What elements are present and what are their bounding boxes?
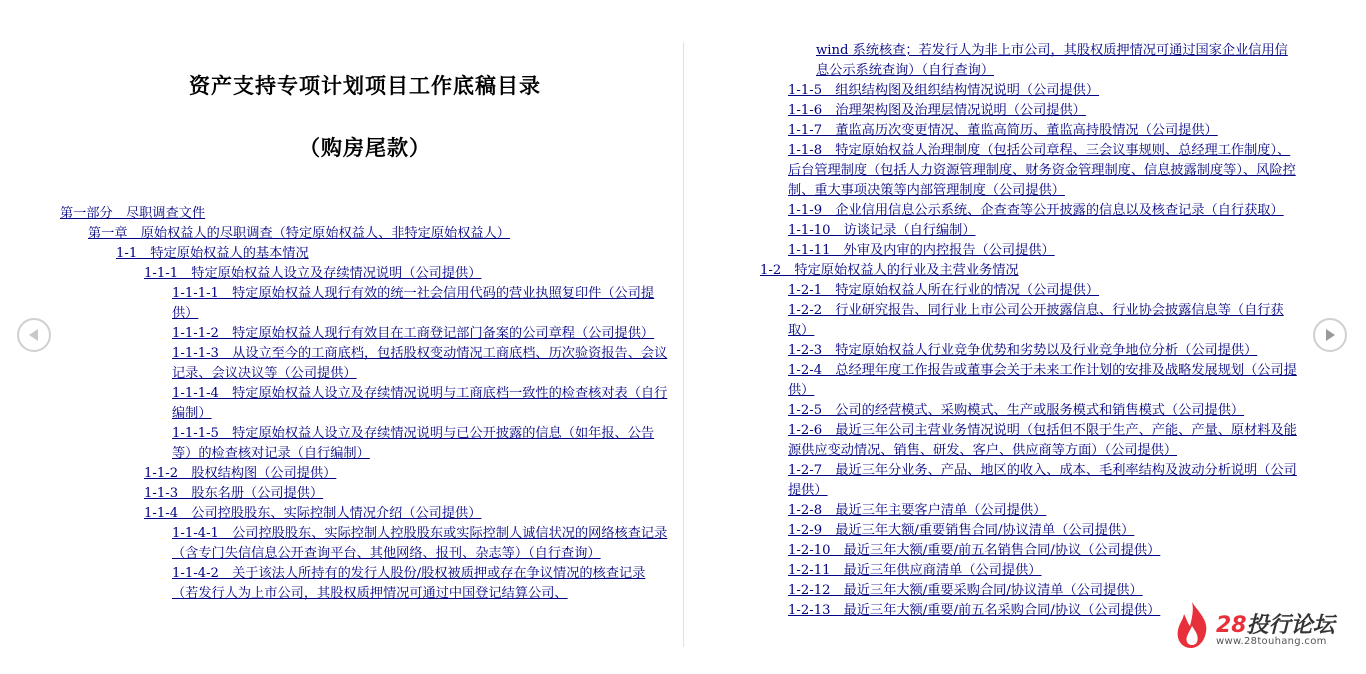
- toc-entry-link[interactable]: 1-1-4 公司控股股东、实际控制人情况介绍（公司提供）: [144, 506, 482, 521]
- toc-entry-link[interactable]: 1-2-5 公司的经营模式、采购模式、生产或服务模式和销售模式（公司提供）: [788, 403, 1245, 418]
- watermark: [1172, 600, 1352, 652]
- toc-list-right: [760, 41, 1300, 621]
- toc-entry[interactable]: [760, 81, 1300, 101]
- toc-entry[interactable]: [760, 401, 1300, 421]
- flame-logo-icon: [1172, 600, 1212, 650]
- toc-entry[interactable]: [760, 141, 1300, 201]
- toc-entry[interactable]: [60, 384, 670, 424]
- toc-entry-link[interactable]: 1-1-6 治理架构图及治理层情况说明（公司提供）: [788, 103, 1086, 118]
- toc-entry-link[interactable]: 1-2-8 最近三年主要客户清单（公司提供）: [788, 503, 1047, 518]
- prev-page-button[interactable]: [17, 318, 51, 352]
- toc-entry[interactable]: [60, 464, 670, 484]
- toc-entry[interactable]: [760, 501, 1300, 521]
- watermark-brand-text: 投行论坛: [1246, 613, 1335, 638]
- document-page-right: [760, 0, 1300, 674]
- watermark-brand: [1216, 608, 1335, 639]
- toc-entry-link[interactable]: 1-1-1-2 特定原始权益人现行有效目在工商登记部门备案的公司章程（公司提供）: [172, 326, 655, 341]
- toc-entry-link[interactable]: 1-2-9 最近三年大额/重要销售合同/协议清单（公司提供）: [788, 523, 1135, 538]
- toc-entry[interactable]: [60, 204, 670, 224]
- toc-entry[interactable]: [760, 341, 1300, 361]
- toc-entry-link[interactable]: 1-2-10 最近三年大额/重要/前五名销售合同/协议（公司提供）: [788, 543, 1161, 558]
- toc-entry[interactable]: [760, 101, 1300, 121]
- toc-entry-link[interactable]: 1-1-4-1 公司控股股东、实际控制人控股股东或实际控制人诚信状况的网络核查记录（含专门失信信息公开查询平台、其他网络、报刊、杂志等）（自行查询）: [172, 526, 668, 561]
- toc-entry-link[interactable]: 1-1-1 特定原始权益人设立及存续情况说明（公司提供）: [144, 266, 482, 281]
- chevron-left-icon: [27, 328, 41, 342]
- toc-entry-link[interactable]: 1-1-7 董监高历次变更情况、董监高简历、董监高持股情况（公司提供）: [788, 123, 1218, 138]
- toc-entry[interactable]: [760, 461, 1300, 501]
- toc-entry-link[interactable]: 1-1-2 股权结构图（公司提供）: [144, 466, 337, 481]
- toc-entry-link[interactable]: 1-2-11 最近三年供应商清单（公司提供）: [788, 563, 1042, 578]
- toc-entry-link[interactable]: 第一章 原始权益人的尽职调查（特定原始权益人、非特定原始权益人）: [88, 226, 510, 241]
- toc-entry[interactable]: [760, 521, 1300, 541]
- toc-entry[interactable]: [760, 581, 1300, 601]
- toc-entry[interactable]: [60, 264, 670, 284]
- toc-entry-link[interactable]: 1-1-5 组织结构图及组织结构情况说明（公司提供）: [788, 83, 1100, 98]
- toc-entry-link[interactable]: 第一部分 尽职调查文件: [60, 206, 206, 221]
- watermark-url: www.28touhang.com: [1216, 636, 1327, 647]
- toc-entry-link[interactable]: 1-1 特定原始权益人的基本情况: [116, 246, 309, 261]
- toc-entry-link[interactable]: 1-1-9 企业信用信息公示系统、企查查等公开披露的信息以及核查记录（自行获取）: [788, 203, 1284, 218]
- toc-entry[interactable]: [60, 244, 670, 264]
- page-divider: [683, 42, 684, 647]
- toc-entry[interactable]: [760, 221, 1300, 241]
- toc-entry[interactable]: [760, 361, 1300, 401]
- toc-entry[interactable]: [760, 241, 1300, 261]
- toc-entry-link[interactable]: 1-1-1-3 从设立至今的工商底档，包括股权变动情况工商底档、历次验资报告、会议记录、会议决议等（公司提供）: [172, 346, 668, 381]
- toc-entry-link[interactable]: 1-2-13 最近三年大额/重要/前五名采购合同/协议（公司提供）: [788, 603, 1161, 618]
- toc-entry[interactable]: [60, 284, 670, 324]
- toc-entry[interactable]: [760, 261, 1300, 281]
- toc-entry-link[interactable]: 1-2-7 最近三年分业务、产品、地区的收入、成本、毛利率结构及波动分析说明（公司提供）: [788, 463, 1297, 498]
- document-page-left: [60, 0, 670, 674]
- toc-entry-link[interactable]: 1-1-11 外审及内审的内控报告（公司提供）: [788, 243, 1055, 258]
- toc-entry-link[interactable]: wind 系统核查；若发行人为非上市公司，其股权质押情况可通过国家企业信用信息公示系统查询）（自行查询）: [816, 43, 1288, 78]
- toc-entry[interactable]: [60, 524, 670, 564]
- toc-entry[interactable]: [60, 504, 670, 524]
- toc-entry[interactable]: [60, 424, 670, 464]
- toc-entry-link[interactable]: 1-1-4-2 关于该法人所持有的发行人股份/股权被质押或存在争议情况的核查记录（若发行人为上市公司，其股权质押情况可通过中国登记结算公司、: [172, 566, 646, 601]
- toc-entry[interactable]: [60, 224, 670, 244]
- toc-entry[interactable]: [60, 344, 670, 384]
- next-page-button[interactable]: [1313, 318, 1347, 352]
- toc-entry[interactable]: [760, 121, 1300, 141]
- toc-entry[interactable]: [760, 541, 1300, 561]
- toc-entry-link[interactable]: 1-2-1 特定原始权益人所在行业的情况（公司提供）: [788, 283, 1100, 298]
- toc-entry-link[interactable]: 1-2-3 特定原始权益人行业竞争优势和劣势以及行业竞争地位分析（公司提供）: [788, 343, 1258, 358]
- toc-entry[interactable]: [760, 421, 1300, 461]
- toc-entry-link[interactable]: 1-1-10 访谈记录（自行编制）: [788, 223, 976, 238]
- toc-entry[interactable]: [60, 324, 670, 344]
- toc-entry[interactable]: [760, 201, 1300, 221]
- document-subtitle: （购房尾款）: [299, 135, 431, 160]
- toc-entry-link[interactable]: 1-2-12 最近三年大额/重要采购合同/协议清单（公司提供）: [788, 583, 1143, 598]
- toc-entry-link[interactable]: 1-1-3 股东名册（公司提供）: [144, 486, 324, 501]
- toc-entry-link[interactable]: 1-2-2 行业研究报告、同行业上市公司公开披露信息、行业协会披露信息等（自行获取）: [788, 303, 1284, 338]
- toc-entry[interactable]: [760, 281, 1300, 301]
- toc-entry[interactable]: [60, 564, 670, 604]
- chevron-right-icon: [1323, 328, 1337, 342]
- toc-entry-link[interactable]: 1-1-1-5 特定原始权益人设立及存续情况说明与已公开披露的信息（如年报、公告等）的检查核对记录（自行编制）: [172, 426, 655, 461]
- toc-entry[interactable]: [760, 561, 1300, 581]
- toc-entry-link[interactable]: 1-2 特定原始权益人的行业及主营业务情况: [760, 263, 1019, 278]
- toc-entry[interactable]: [60, 484, 670, 504]
- toc-entry-link[interactable]: 1-1-1-1 特定原始权益人现行有效的统一社会信用代码的营业执照复印件（公司提供）: [172, 286, 655, 321]
- watermark-brand-number: 28: [1216, 613, 1247, 638]
- toc-entry-link[interactable]: 1-1-1-4 特定原始权益人设立及存续情况说明与工商底档一致性的检查核对表（自行编制）: [172, 386, 668, 421]
- toc-entry[interactable]: [760, 41, 1300, 81]
- toc-entry[interactable]: [760, 301, 1300, 341]
- toc-entry-link[interactable]: 1-1-8 特定原始权益人治理制度（包括公司章程、三会议事规则、总经理工作制度）、后台管理制度（包括人力资源管理制度、财务资金管理制度、信息披露制度等）、风险控制、重大事项决策等内部管理制度（公司提供）: [788, 143, 1296, 198]
- toc-entry-link[interactable]: 1-2-6 最近三年公司主营业务情况说明（包括但不限于生产、产能、产量、原材料及能源供应变动情况、销售、研发、客户、供应商等方面）（公司提供）: [788, 423, 1297, 458]
- toc-list-left: [60, 204, 670, 604]
- document-title: 资产支持专项计划项目工作底稿目录: [189, 73, 541, 98]
- toc-entry-link[interactable]: 1-2-4 总经理年度工作报告或董事会关于未来工作计划的安排及战略发展规划（公司提供）: [788, 363, 1297, 398]
